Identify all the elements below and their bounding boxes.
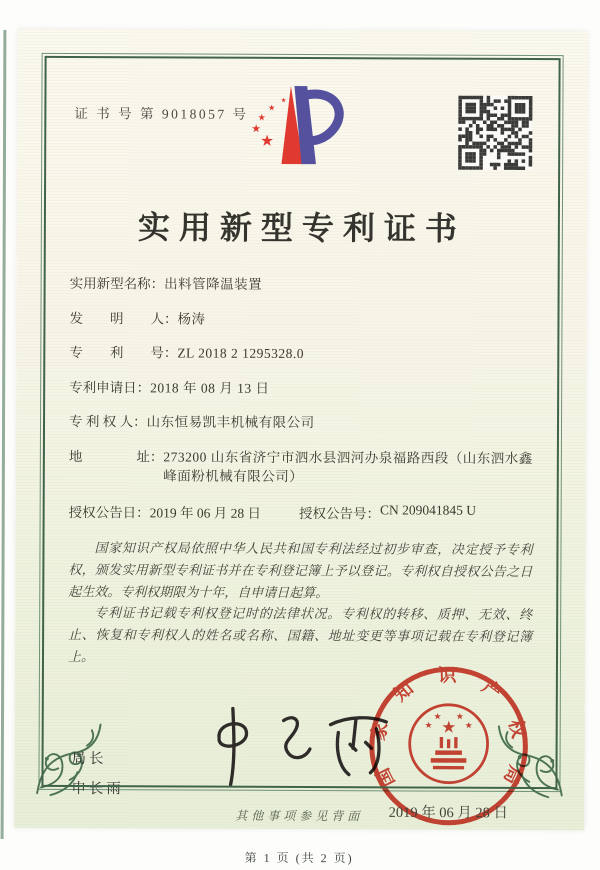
svg-text:★: ★ [424, 720, 433, 732]
paragraph-register-statement: 专利证书记载专利权登记时的法律状况。专利权的转移、质押、无效、终止、恢复和专利权人的姓名或名称、国籍、地址变更等事项记载在专利登记簿上。 [67, 605, 533, 665]
field-value: 2018 年 08 月 13 日 [150, 380, 270, 396]
seal-date: 2019 年 06 月 28 日 [388, 804, 508, 822]
qr-code [458, 96, 532, 170]
certificate-footer [67, 665, 532, 870]
svg-text:★: ★ [260, 131, 274, 150]
grant-number-label: 授权公告号： [298, 505, 381, 522]
svg-text:★: ★ [433, 712, 442, 723]
seal-text: 国家知识产权局 [367, 665, 529, 791]
issuer-title: 局长 [71, 750, 107, 768]
grant-number: CN 209041845 U [379, 502, 477, 518]
field-application-date [69, 378, 533, 400]
national-emblem-icon [410, 705, 488, 783]
svg-text:★: ★ [280, 97, 287, 105]
field-value: 山东恒易凯丰机械有限公司 [146, 414, 315, 431]
field-value: 出料管降温装置 [164, 276, 263, 292]
issuer-block [71, 744, 124, 805]
field-label: 发 明 人： [69, 310, 178, 327]
field-utility-model-name [70, 274, 534, 296]
svg-text:★: ★ [251, 122, 262, 136]
field-value: ZL 2018 2 1295328.0 [177, 345, 305, 362]
field-inventor [69, 309, 533, 331]
field-list [69, 274, 534, 523]
field-value: 273200 山东省济宁市泗水县泗河办泉福路西段（山东泗水鑫峰面粉机械有限公司） [163, 449, 533, 485]
issuer-name: 申长雨 [71, 781, 124, 798]
svg-text:★: ★ [464, 721, 473, 732]
field-value: 杨涛 [177, 311, 206, 327]
cnipa-logo-icon [236, 75, 354, 178]
certificate-title: 实用新型专利证书 [137, 209, 466, 247]
back-note: 其他事项参见背面 [235, 808, 364, 824]
legal-paragraphs [68, 537, 533, 670]
grant-date-label: 授权公告日： [68, 504, 150, 521]
field-address [69, 447, 533, 488]
field-label: 实用新型名称： [69, 275, 165, 292]
paragraph-grant-statement: 国家知识产权局依照中华人民共和国专利法经过初步审查，决定授予专利权，颁发实用新型专利证书并在专利登记簿上予以登记。专利权自授权公告之日起生效。专利权期限为十年，自申请日起算。 [68, 540, 533, 600]
field-label: 专 利 号： [69, 345, 178, 361]
field-label: 专 利 权 人： [68, 414, 147, 430]
field-label: 地 址： [68, 448, 164, 465]
grant-row [69, 501, 533, 523]
certificate-paper [14, 29, 587, 866]
page-number: 第 1 页 (共 2 页) [244, 850, 354, 866]
svg-text:★: ★ [441, 717, 457, 737]
certificate-header [70, 58, 535, 192]
svg-text:★: ★ [455, 712, 464, 723]
page-edge-line [1, 30, 7, 839]
field-patent-number [69, 343, 533, 365]
field-label: 专利申请日： [69, 379, 151, 396]
certificate-number: 证 书 号 第 9018057 号 [74, 106, 249, 122]
svg-text:★: ★ [257, 113, 266, 124]
svg-text:★: ★ [268, 102, 276, 113]
grant-date: 2019 年 06 月 28 日 [149, 505, 262, 521]
field-patentee [69, 412, 533, 434]
